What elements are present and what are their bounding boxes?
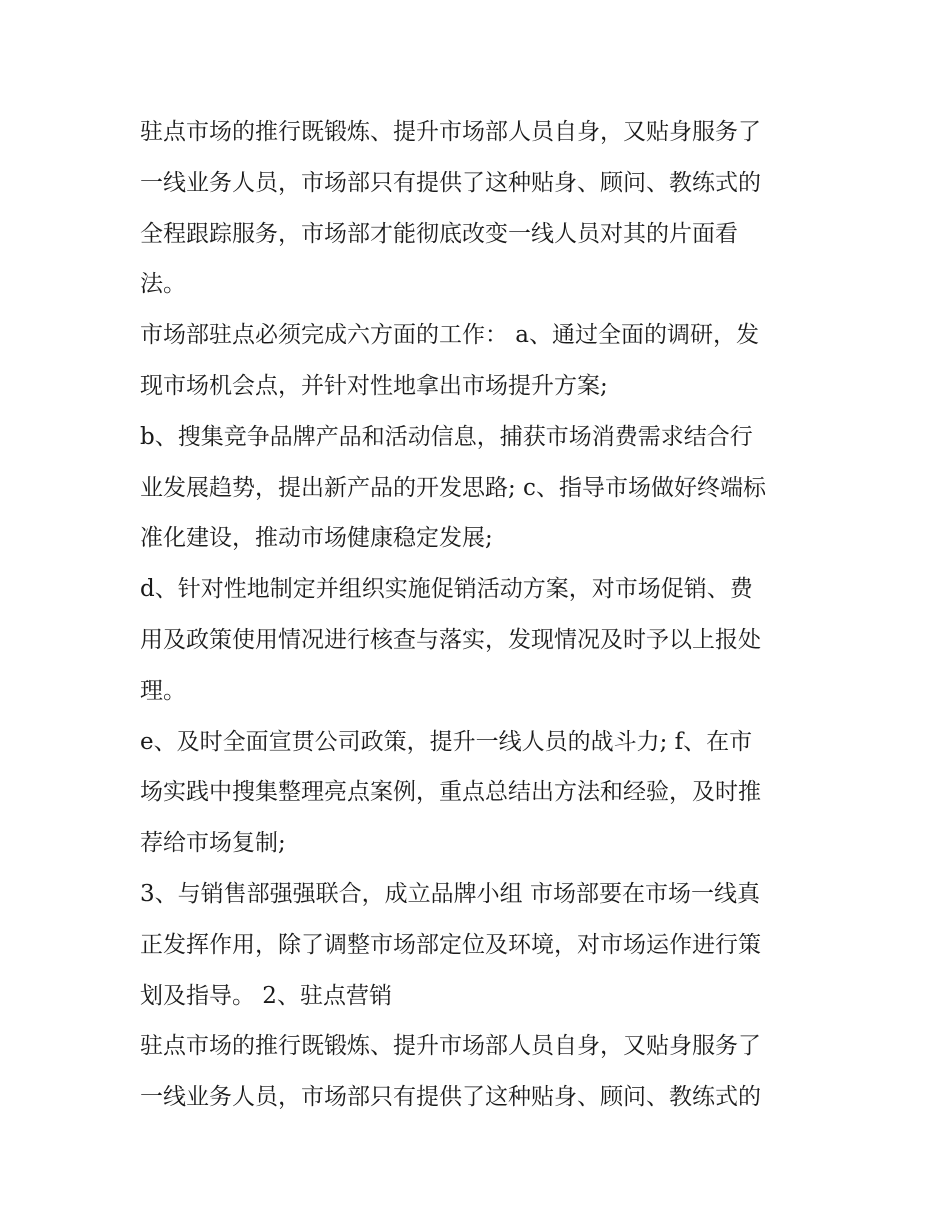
text-line: 业发展趋势，提出新产品的开发思路; c、指导市场做好终端标 xyxy=(140,474,766,501)
text-line: d、针对性地制定并组织实施促销活动方案，对市场促销、费 xyxy=(140,576,753,603)
text-line: 划及指导。 2、驻点营销 xyxy=(140,982,392,1009)
text-line: 理。 xyxy=(140,677,186,704)
text-line: 一线业务人员，市场部只有提供了这种贴身、顾问、教练式的 xyxy=(140,169,761,196)
text-line: 驻点市场的推行既锻炼、提升市场部人员自身，又贴身服务了 xyxy=(140,119,761,145)
text-line: 场实践中搜集整理亮点案例，重点总结出方法和经验，及时推 xyxy=(140,779,761,806)
text-line: 一线业务人员，市场部只有提供了这种贴身、顾问、教练式的 xyxy=(140,1084,761,1111)
text-line: 3、与销售部强强联合，成立品牌小组 市场部要在市场一线真 xyxy=(140,880,760,907)
text-line: 准化建设，推动市场健康稳定发展; xyxy=(140,525,493,552)
text-line: 驻点市场的推行既锻炼、提升市场部人员自身，又贴身服务了 xyxy=(140,1033,761,1060)
text-line: 荐给市场复制; xyxy=(140,830,286,857)
text-line: b、搜集竞争品牌产品和活动信息，捕获市场消费需求结合行 xyxy=(140,423,753,450)
document-body xyxy=(140,107,820,1123)
text-line: 市场部驻点必须完成六方面的工作： a、通过全面的调研，发 xyxy=(140,322,760,349)
text-line: e、及时全面宣贯公司政策，提升一线人员的战斗力; f、在市 xyxy=(140,728,753,755)
text-line: 全程跟踪服务，市场部才能彻底改变一线人员对其的片面看 xyxy=(140,220,738,247)
text-line: 法。 xyxy=(140,271,186,298)
text-line: 现市场机会点，并针对性地拿出市场提升方案; xyxy=(140,372,608,399)
text-line: 正发挥作用，除了调整市场部定位及环境，对市场运作进行策 xyxy=(140,931,761,958)
text-line: 用及政策使用情况进行核查与落实，发现情况及时予以上报处 xyxy=(140,626,761,653)
